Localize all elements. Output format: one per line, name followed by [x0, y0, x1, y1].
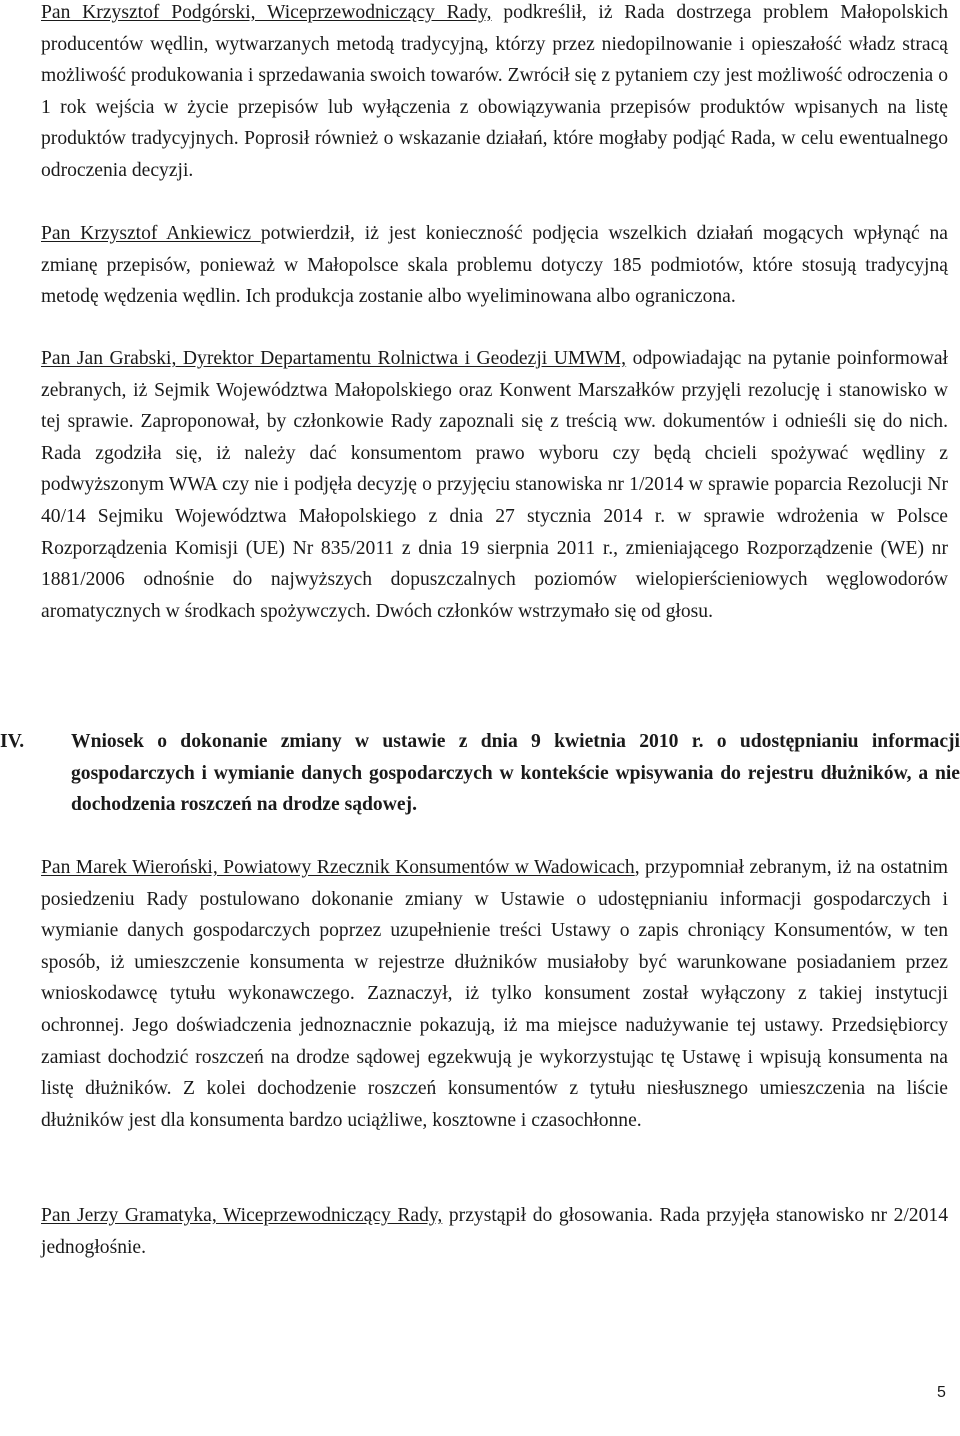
paragraph-gramatyka [41, 1200, 948, 1263]
paragraph-wieronski [41, 852, 948, 1136]
speaker-name: Pan Krzysztof Podgórski, Wiceprzewodniczący Rady, [41, 2, 492, 23]
paragraph-text: , przypomniał zebranym, iż na ostatnim posiedzeniu Rady postulowano dokonanie zmiany w Ustawie o udostępnianiu informacji gospodarczych i wymianie danych gospodarczych poprzez uzupełnienie treści Ustawy o zapis chroniący Konsumentów, w ten sposób, iż umieszczenie konsumenta w rejestrze dłużników musiałoby być warunkowane posiadaniem przez wnioskodawcę tytułu wykonawczego. Zaznaczył, iż tylko konsument został wyłączony z takiej instytucji ochronnej. Jego doświadczenia jednoznacznie pokazują, iż ma miejsce nadużywanie tej ustawy. Przedsiębiorcy zamiast dochodzić roszczeń na drodze sądowej egzekwują je wykorzystując tę Ustawę i wpisują konsumenta na listę dłużników. Z kolei dochodzenie roszczeń konsumentów z tytułu niesłusznego umieszczenia na liście dłużników jest dla konsumenta bardzo uciążliwe, kosztowne i czasochłonne. [41, 857, 949, 1131]
paragraph-podgorski [41, 0, 948, 187]
speaker-name: Pan Jerzy Gramatyka, Wiceprzewodniczący Rady, [41, 1205, 443, 1226]
paragraph-text: podkreślił, iż Rada dostrzega problem Małopolskich producentów wędlin, wytwarzanych metodą tradycyjną, którzy przez niedopilnowanie i opieszałość władz stracą możliwość produkowania i sprzedawania swoich towarów. Zwrócił się z pytaniem czy jest możliwość odroczenia o 1 rok wejścia w życie przepisów lub wyłączenia z obowiązywania przepisów produktów wpisanych na listę produktów tradycyjnych. Poprosił również o wskazanie działań, które mogłaby podjąć Rada, w celu ewentualnego odroczenia decyzji. [41, 2, 948, 181]
paragraph-text: odpowiadając na pytanie poinformował zebranych, iż Sejmik Województwa Małopolskiego oraz Konwent Marszałków przyjęli rezolucję i stanowisko w tej sprawie. Zaproponował, by członkowie Rady zapoznali się z treścią ww. dokumentów i odnieśli się do nich. Rada zgodziła się, iż należy dać konsumentom prawo wyboru czy będą chcieli spożywać wędliny z podwyższonym WWA czy nie i podjęła decyzję o przyjęciu stanowiska nr 1/2014 w sprawie poparcia Rezolucji Nr 40/14 Sejmiku Województwa Małopolskiego z dnia 27 stycznia 2014 r. w sprawie wdrożenia w Polsce Rozporządzenia Komisji (UE) Nr 835/2011 z dnia 19 sierpnia 2011 r., zmieniającego Rozporządzenie (WE) nr 1881/2006 odnośnie do najwyższych dopuszczalnych poziomów wielopierścieniowych węglowodorów aromatycznych w środkach spożywczych. Dwóch członków wstrzymało się od głosu. [41, 348, 948, 622]
paragraph-text: potwierdził, iż jest konieczność podjęcia wszelkich działań mogących wpłynąć na zmianę przepisów, ponieważ w Małopolsce skala problemu dotyczy 185 podmiotów, które stosują tradycyjną metodę wędzenia wędlin. Ich produkcja zostanie albo wyeliminowana albo ograniczona. [41, 223, 948, 308]
paragraph-grabski [41, 343, 948, 627]
speaker-name: Pan Krzysztof Ankiewicz [41, 223, 261, 244]
section-title: Wniosek o dokonanie zmiany w ustawie z dnia 9 kwietnia 2010 r. o udostępnianiu informacji gospodarczych i wymianie danych gospodarczych w kontekście wpisywania do rejestru dłużników, a nie dochodzenia roszczeń na drodze sądowej. [71, 731, 960, 816]
section-number: IV. [0, 731, 25, 752]
speaker-name: Pan Jan Grabski, Dyrektor Departamentu Rolnictwa i Geodezji UMWM, [41, 348, 627, 369]
page-number: 5 [937, 1384, 946, 1401]
paragraph-ankiewicz [41, 218, 948, 313]
paragraph-text: przystąpił do głosowania. Rada przyjęła stanowisko nr 2/2014 jednogłośnie. [41, 1205, 948, 1258]
speaker-name: Pan Marek Wieroński, Powiatowy Rzecznik Konsumentów w Wadowicach [41, 857, 635, 878]
